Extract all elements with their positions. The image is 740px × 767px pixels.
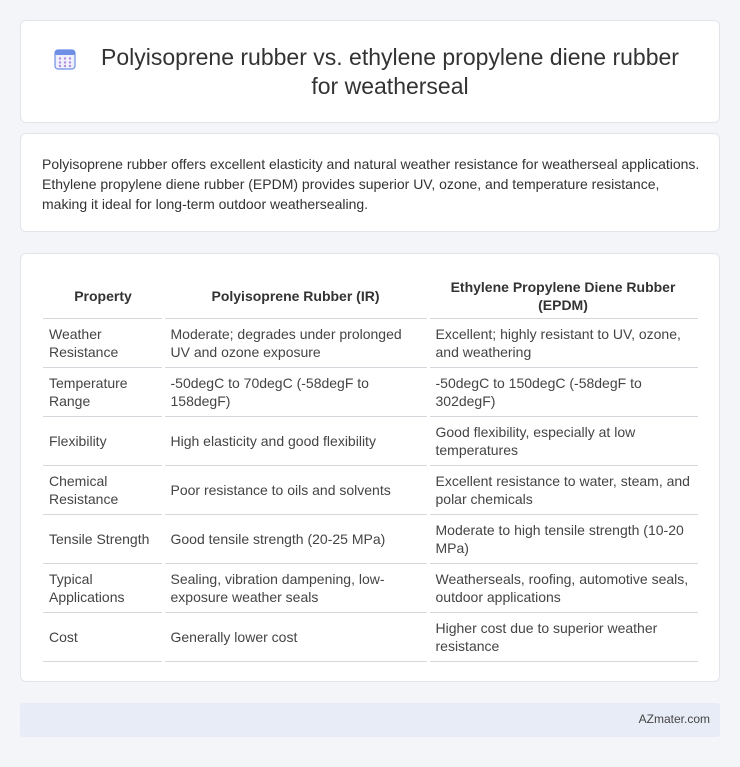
property-cell: Temperature Range xyxy=(43,368,163,417)
comparison-table-card xyxy=(20,253,720,682)
footer-bar xyxy=(20,703,720,737)
polyisoprene-cell: Generally lower cost xyxy=(163,613,428,662)
property-cell: Chemical Resistance xyxy=(43,466,163,515)
property-cell: Flexibility xyxy=(43,417,163,466)
table-row xyxy=(43,368,698,417)
epdm-cell: Weatherseals, roofing, automotive seals, outdoor applications xyxy=(428,564,698,613)
property-cell: Typical Applications xyxy=(43,564,163,613)
property-cell: Tensile Strength xyxy=(43,515,163,564)
table-row xyxy=(43,319,698,368)
epdm-cell: Good flexibility, especially at low temperatures xyxy=(428,417,698,466)
table-row xyxy=(43,564,698,613)
footer-site-link[interactable]: AZmater.com xyxy=(638,712,710,726)
table-header-row xyxy=(43,274,698,319)
summary-card xyxy=(20,133,720,232)
header-card xyxy=(20,20,720,123)
summary-text: Polyisoprene rubber offers excellent elasticity and natural weather resistance for weatherseal applications. Ethylene propylene diene rubber (EPDM) provides superior UV, ozone, and temperature resistance, making it ideal for long-term outdoor weathersealing. xyxy=(42,156,700,212)
epdm-cell: Excellent resistance to water, steam, and polar chemicals xyxy=(428,466,698,515)
header-polyisoprene: Polyisoprene Rubber (IR) xyxy=(163,274,428,319)
table-row xyxy=(43,417,698,466)
polyisoprene-cell: High elasticity and good flexibility xyxy=(163,417,428,466)
table-row xyxy=(43,466,698,515)
header-epdm: Ethylene Propylene Diene Rubber (EPDM) xyxy=(428,274,698,319)
header-property: Property xyxy=(43,274,163,319)
header-inner xyxy=(21,21,719,122)
polyisoprene-cell: Poor resistance to oils and solvents xyxy=(163,466,428,515)
epdm-cell: Higher cost due to superior weather resistance xyxy=(428,613,698,662)
epdm-cell: -50degC to 150degC (-58degF to 302degF) xyxy=(428,368,698,417)
polyisoprene-cell: -50degC to 70degC (-58degF to 158degF) xyxy=(163,368,428,417)
table-row xyxy=(43,613,698,662)
polyisoprene-cell: Sealing, vibration dampening, low-exposure weather seals xyxy=(163,564,428,613)
property-cell: Weather Resistance xyxy=(43,319,163,368)
polyisoprene-cell: Moderate; degrades under prolonged UV and ozone exposure xyxy=(163,319,428,368)
page-title: Polyisoprene rubber vs. ethylene propylene diene rubber for weatherseal xyxy=(101,43,679,99)
comparison-table xyxy=(43,274,698,662)
epdm-cell: Excellent; highly resistant to UV, ozone, and weathering xyxy=(428,319,698,368)
calendar-icon xyxy=(53,47,77,71)
property-cell: Cost xyxy=(43,613,163,662)
table-row xyxy=(43,515,698,564)
epdm-cell: Moderate to high tensile strength (10-20 MPa) xyxy=(428,515,698,564)
polyisoprene-cell: Good tensile strength (20-25 MPa) xyxy=(163,515,428,564)
